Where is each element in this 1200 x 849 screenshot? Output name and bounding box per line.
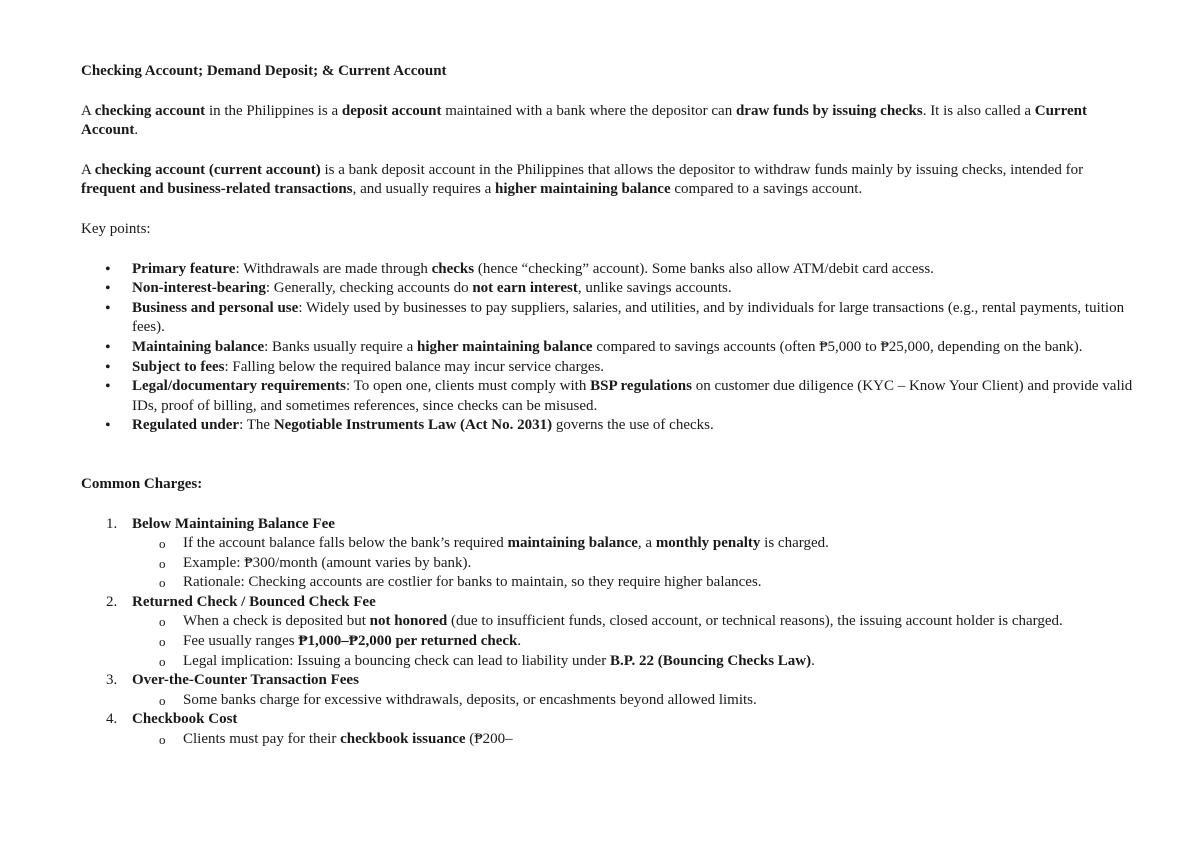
charges-list xyxy=(81,515,1141,750)
charges-heading: Common Charges: xyxy=(81,475,203,492)
charge-details xyxy=(132,534,1141,593)
key-point-primary-feature: • Primary feature: Withdrawals are made through checks (hence “checking” account). Some banks also allow ATM/debit card access. xyxy=(81,260,1141,280)
charge-item-below-balance xyxy=(81,515,1141,593)
charge-title: Returned Check / Bounced Check Fee xyxy=(132,593,376,610)
charge-detail: o When a check is deposited but not honored (due to insufficient funds, closed account, or technical reasons), the issuing account holder is charged. xyxy=(132,612,1141,632)
charge-number: 4. xyxy=(106,711,118,728)
key-point-non-interest: • Non-interest-bearing: Generally, checking accounts do not earn interest, unlike savings accounts. xyxy=(81,279,1141,299)
charge-detail: o Some banks charge for excessive withdrawals, deposits, or encashments beyond allowed limits. xyxy=(132,691,1141,711)
charge-details xyxy=(132,612,1141,671)
charge-number: 1. xyxy=(106,515,118,532)
key-point-legal-requirements: • Legal/documentary requirements: To open one, clients must comply with BSP regulations on customer due diligence (KYC – Know Your Client) and provide valid IDs, proof of billing, and sometimes references, since checks can be misused. xyxy=(81,377,1141,416)
charge-number: 2. xyxy=(106,593,118,610)
document-page xyxy=(81,62,1141,750)
intro-paragraph-1: A checking account in the Philippines is a deposit account maintained with a bank where the depositor can draw funds by issuing checks. It is also called a Current Account. xyxy=(81,102,1087,139)
key-point-business-use: • Business and personal use: Widely used by businesses to pay suppliers, salaries, and utilities, and by individuals for large transactions (e.g., rental payments, tuition fees). xyxy=(81,299,1141,338)
charge-detail: o Legal implication: Issuing a bouncing check can lead to liability under B.P. 22 (Bouncing Checks Law). xyxy=(132,652,1141,672)
key-points-list xyxy=(81,260,1141,436)
charge-detail: o Example: ₱300/month (amount varies by bank). xyxy=(132,554,1141,574)
key-point-maintaining-balance: • Maintaining balance: Banks usually require a higher maintaining balance compared to savings accounts (often ₱5,000 to ₱25,000, depending on the bank). xyxy=(81,338,1141,358)
charge-item-returned-check xyxy=(81,593,1141,671)
charge-detail: o If the account balance falls below the bank’s required maintaining balance, a monthly penalty is charged. xyxy=(132,534,1141,554)
charge-detail: o Rationale: Checking accounts are costlier for banks to maintain, so they require higher balances. xyxy=(132,573,1141,593)
key-point-regulated-under: • Regulated under: The Negotiable Instruments Law (Act No. 2031) governs the use of checks. xyxy=(81,416,1141,436)
intro-paragraph-2: A checking account (current account) is a bank deposit account in the Philippines that allows the depositor to withdraw funds mainly by issuing checks, intended for frequent and business-related transactions, and usually requires a higher maintaining balance compared to a savings account. xyxy=(81,161,1084,198)
charge-details xyxy=(132,730,1141,750)
charge-details xyxy=(132,691,1141,711)
key-points-label: Key points: xyxy=(81,220,151,237)
charge-title: Checkbook Cost xyxy=(132,711,238,728)
charge-title: Over-the-Counter Transaction Fees xyxy=(132,672,359,689)
charge-detail: o Fee usually ranges ₱1,000–₱2,000 per returned check. xyxy=(132,632,1141,652)
charge-item-checkbook-cost xyxy=(81,710,1141,749)
charge-number: 3. xyxy=(106,672,118,689)
charge-item-otc-fees xyxy=(81,671,1141,710)
charge-title: Below Maintaining Balance Fee xyxy=(132,515,335,532)
key-point-fees: • Subject to fees: Falling below the required balance may incur service charges. xyxy=(81,358,1141,378)
charge-detail: o Clients must pay for their checkbook issuance (₱200– xyxy=(132,730,1141,750)
document-title: Checking Account; Demand Deposit; & Current Account xyxy=(81,63,447,79)
